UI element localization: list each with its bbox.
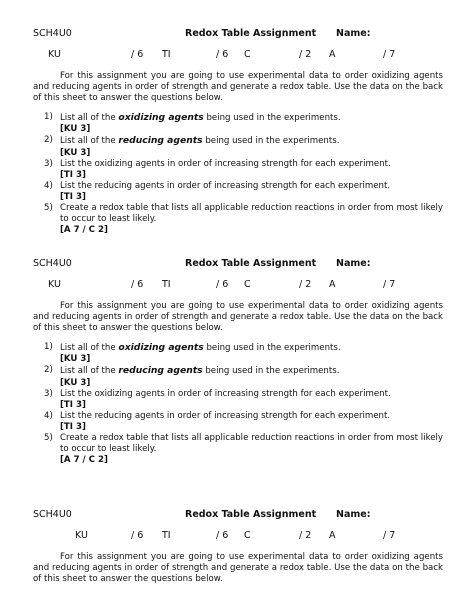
question-1: 1) List all of the oxidizing agents being used in the experiments. [KU 3] bbox=[44, 112, 341, 135]
c-label: C bbox=[244, 530, 251, 541]
a-label: A bbox=[329, 279, 336, 290]
ku-label: KU bbox=[48, 279, 61, 290]
assignment-title: Redox Table Assignment bbox=[185, 28, 317, 39]
question-5: 5) Create a redox table that lists all applicable reduction reactions in order from most likely to occur to least likely. [A 7 / C 2] bbox=[44, 433, 443, 466]
a-total: / 7 bbox=[383, 279, 396, 290]
question-2: 2) List all of the reducing agents being used in the experiments. [KU 3] bbox=[44, 135, 340, 158]
header-row bbox=[33, 28, 443, 42]
question-4: 4) List the reducing agents in order of increasing strength for each experiment. [TI 3] bbox=[44, 180, 391, 202]
c-total: / 2 bbox=[299, 49, 312, 60]
question-4: 4) List the reducing agents in order of increasing strength for each experiment. [TI 3] bbox=[44, 410, 391, 432]
ku-total: / 6 bbox=[131, 279, 144, 290]
score-row bbox=[33, 530, 443, 544]
ku-label: KU bbox=[48, 49, 61, 60]
course-code: SCH4U0 bbox=[33, 28, 72, 39]
assignment-title: Redox Table Assignment bbox=[185, 509, 317, 520]
question-list bbox=[33, 112, 443, 236]
name-label: Name: bbox=[336, 28, 371, 39]
c-label: C bbox=[244, 49, 251, 60]
assignment-section-3 bbox=[33, 509, 443, 585]
name-label: Name: bbox=[336, 509, 371, 520]
assignment-section-1 bbox=[33, 28, 443, 236]
ku-label: KU bbox=[75, 530, 88, 541]
question-3: 3) List the oxidizing agents in order of increasing strength for each experiment. [TI 3] bbox=[44, 158, 391, 180]
header-row bbox=[33, 509, 443, 523]
ku-total: / 6 bbox=[131, 530, 144, 541]
intro-paragraph: For this assignment you are going to use experimental data to order oxidizing agents and reducing agents in order of strength and generate a redox table. Use the data on the back of this sheet to answer the questions below. bbox=[33, 71, 443, 104]
ti-label: TI bbox=[162, 279, 171, 290]
question-3: 3) List the oxidizing agents in order of increasing strength for each experiment. [TI 3] bbox=[44, 388, 391, 410]
a-total: / 7 bbox=[383, 49, 396, 60]
question-1: 1) List all of the oxidizing agents being used in the experiments. [KU 3] bbox=[44, 342, 341, 365]
score-row bbox=[33, 49, 443, 63]
course-code: SCH4U0 bbox=[33, 509, 72, 520]
question-list bbox=[33, 342, 443, 466]
c-total: / 2 bbox=[299, 279, 312, 290]
assignment-section-2 bbox=[33, 258, 443, 466]
a-total: / 7 bbox=[383, 530, 396, 541]
a-label: A bbox=[329, 530, 336, 541]
c-label: C bbox=[244, 279, 251, 290]
ti-label: TI bbox=[162, 49, 171, 60]
ti-total: / 6 bbox=[216, 279, 229, 290]
question-5: 5) Create a redox table that lists all applicable reduction reactions in order from most likely to occur to least likely. [A 7 / C 2] bbox=[44, 203, 443, 236]
name-label: Name: bbox=[336, 258, 371, 269]
header-row bbox=[33, 258, 443, 272]
ti-total: / 6 bbox=[216, 530, 229, 541]
intro-paragraph: For this assignment you are going to use experimental data to order oxidizing agents and reducing agents in order of strength and generate a redox table. Use the data on the back of this sheet to answer the questions below. bbox=[33, 552, 443, 585]
a-label: A bbox=[329, 49, 336, 60]
question-2: 2) List all of the reducing agents being used in the experiments. [KU 3] bbox=[44, 365, 340, 388]
intro-paragraph: For this assignment you are going to use experimental data to order oxidizing agents and reducing agents in order of strength and generate a redox table. Use the data on the back of this sheet to answer the questions below. bbox=[33, 301, 443, 334]
ti-label: TI bbox=[162, 530, 171, 541]
ti-total: / 6 bbox=[216, 49, 229, 60]
c-total: / 2 bbox=[299, 530, 312, 541]
course-code: SCH4U0 bbox=[33, 258, 72, 269]
assignment-title: Redox Table Assignment bbox=[185, 258, 317, 269]
ku-total: / 6 bbox=[131, 49, 144, 60]
score-row bbox=[33, 279, 443, 293]
